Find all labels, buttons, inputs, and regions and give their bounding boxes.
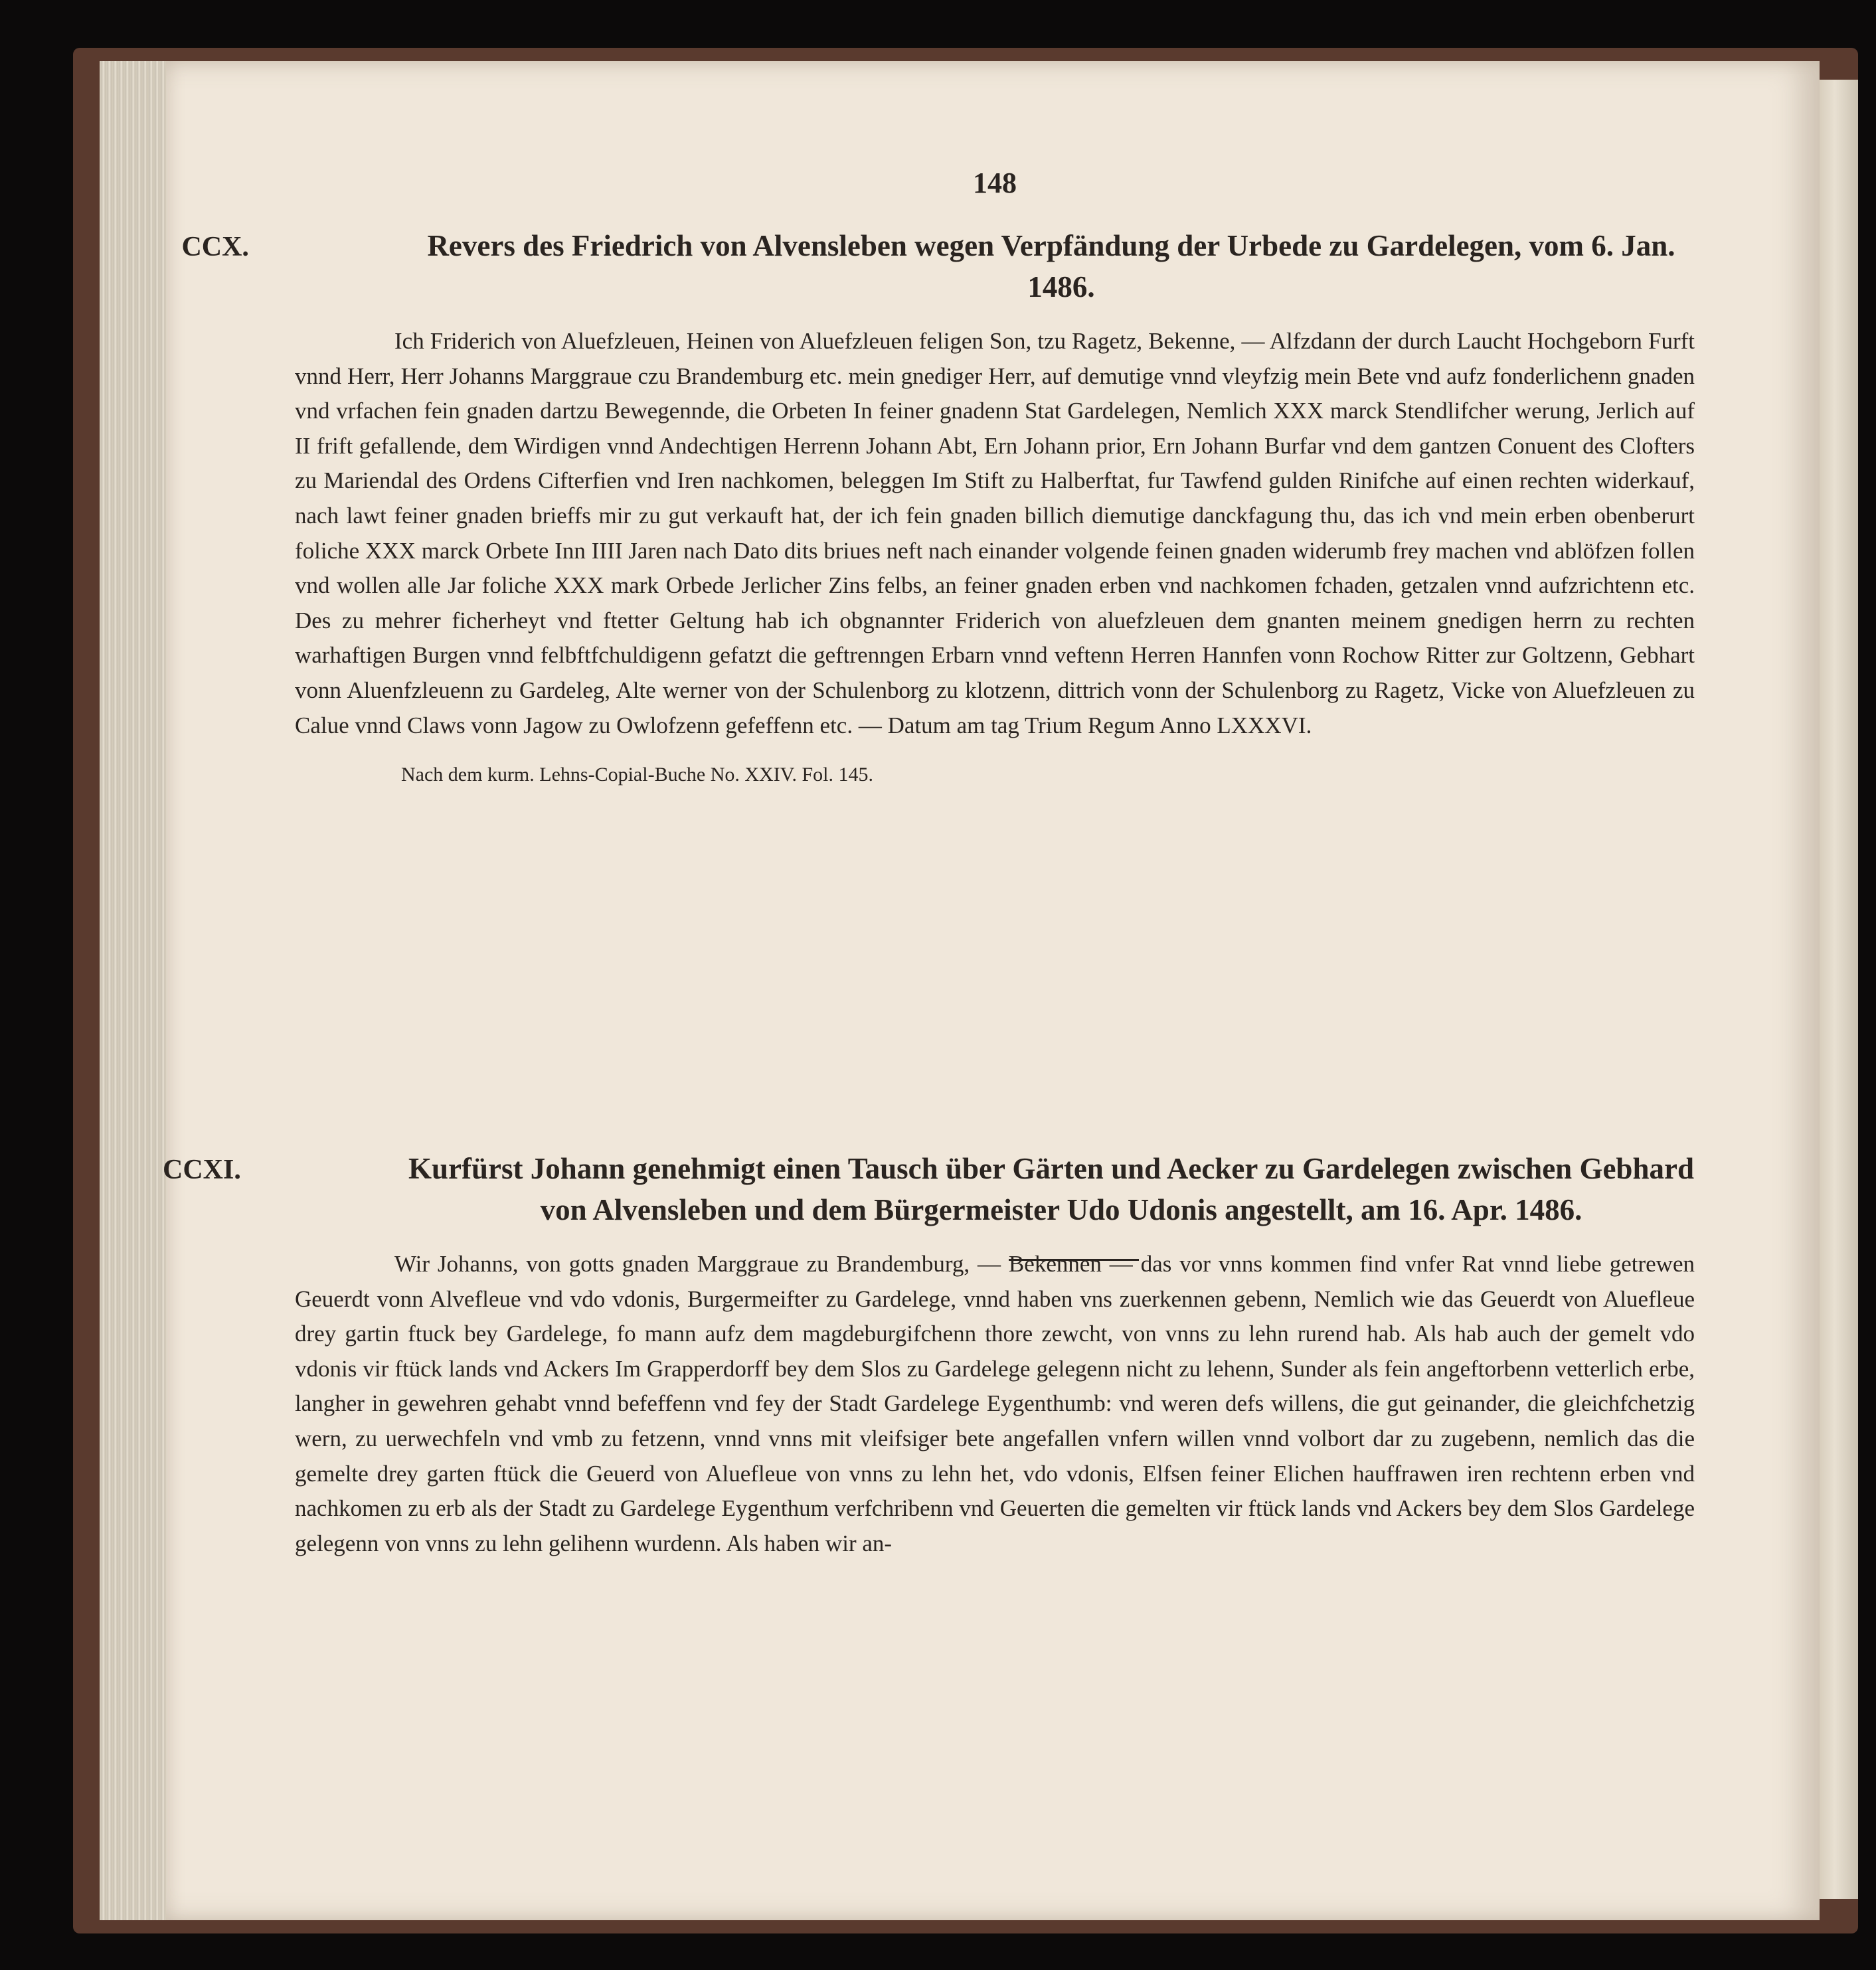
page-edges (100, 61, 174, 1920)
document-number: CCXI. (163, 1155, 241, 1185)
document-number: CCX. (181, 232, 249, 262)
document-heading (163, 1149, 1695, 1230)
document-ccx (181, 226, 1695, 788)
document-source: Nach dem kurm. Lehns-Copial-Buche No. XXIV. Fol. 145. (401, 764, 874, 786)
document-title: Kurfürst Johann genehmigt einen Tausch über Gärten und Aecker zu Gardelegen zwischen Gebhard von Alvensleben und dem Bürgermeister Udo Udonis angestellt, am 16. Apr. 1486. (408, 1152, 1694, 1226)
right-page-leaf (1820, 80, 1858, 1899)
document-body: Wir Johanns, von gotts gnaden Marggraue zu Brandemburg, — Bekennen — das vor vnns kommen find vnfer Rat vnnd liebe getrewen Geuerdt vonn Alvefleue vnd vdo vdonis, Burgermeifter zu Gardelege, vnnd haben vns zuerkennen gebenn, Nemlich wie das Geuerdt von Aluefleue drey gartin ftuck bey Gardelege, fo mann aufz dem magdeburgifchenn thore zewcht, von vnns zu lehn rurend hab. Als hab auch der gemelt vdo vdonis vir ftück lands vnd Ackers Im Grapperdorff bey dem Slos zu Gardelege gelegenn nicht zu lehenn, Sunder als fein angeftorbenn vetterlich erbe, langher in gewehren gehabt vnnd befeffenn vnd fey der Stadt Gardelege Eygenthumb: vnd weren defs willens, die gut geinander, die gleichfchetzig wern, zu uerwechfeln vnd vmb zu fetzenn, vnnd vnns mit vleifsiger bete angefallen vnfern willen vnnd volbort dar zu zugebenn, nemlich das die gemelte drey garten ftück die Geuerd von Aluefleue von vnns zu lehn het, vdo vdonis, Elfsen feiner Elichen hauffrawen iren rechtenn erben vnd nachkomen zu erb als der Stadt zu Gardelege Eygenthum verfchribenn vnd Geuerten die gemelten vir ftück lands vnd Ackers bey dem Slos Gardelege gelegenn von vnns zu lehn gelihenn wurdenn. Als haben wir an- (295, 1251, 1695, 1556)
document-body: Ich Friderich von Aluefzleuen, Heinen von Aluefzleuen feligen Son, tzu Ragetz, Bekenne, — Alfzdann der durch Laucht Hochgeborn Furft vnnd Herr, Herr Johanns Marggraue czu Brandemburg etc. mein gnediger Herr, auf demutige vnnd vleyfzig mein Bete vnd aufz fonderlichenn gnaden vnd vrfachen fein gnaden dartzu Bewegennde, die Orbeten In feiner gnadenn Stat Gardelegen, Nemlich XXX marck Stendlifcher werung, Jerlich auf II frift gefallende, dem Wirdigen vnnd Andechtigen Herrenn Johann Abt, Ern Johann prior, Ern Johann Burfar vnd dem gantzen Conuent des Clofters zu Mariendal des Ordens Cifterfien vnd Iren nachkomen, beleggen Im Stift zu Halberftat, fur Tawfend gulden Rinifche auf einen rechten widerkauf, nach lawt feiner gnaden brieffs mir zu gut verkauft hat, der ich fein gnaden billich diemutige danckfagung thu, das ich vnd mein erben obenberurt foliche XXX marck Orbete Inn IIII Jaren nach Dato dits briues neft nach einander volgende feinen gnaden widerumb frey machen vnd ablöfzen follen vnd wollen alle Jar foliche XXX mark Orbede Jerlicher Zins felbs, an feiner gnaden erben vnd nachkomen fchaden, getzalen vnnd aufzrichtenn etc. Des zu mehrer ficherheyt vnd ftetter Geltung hab ich obgnannter Friderich von aluefzleuen dem gnanten meinem gnedigen herrn zu rechten warhaftigen Burgen vnnd felbftfchuldigenn gefatzt die geftrenngen Erbarn vnnd veftenn Herren Hannfen vonn Rochow Ritter zur Goltzenn, Gebhart vonn Aluenfzleuenn zu Gardeleg, Alte werner von der Schulenborg zu klotzenn, dittrich vonn der Schulenborg zu Ragetz, Vicke von Aluefzleuen zu Calue vnnd Claws vonn Jagow zu Owlofzenn gefeffenn etc. — Datum am tag Trium Regum Anno LXXXVI. (295, 328, 1695, 738)
document-ccxi (163, 1149, 1695, 1561)
document-heading (181, 226, 1695, 307)
document-title: Revers des Friedrich von Alvensleben wegen Verpfändung der Urbede zu Gardelegen, vom 6. Jan. 1486. (427, 229, 1675, 303)
page-number: 148 (973, 167, 1017, 199)
